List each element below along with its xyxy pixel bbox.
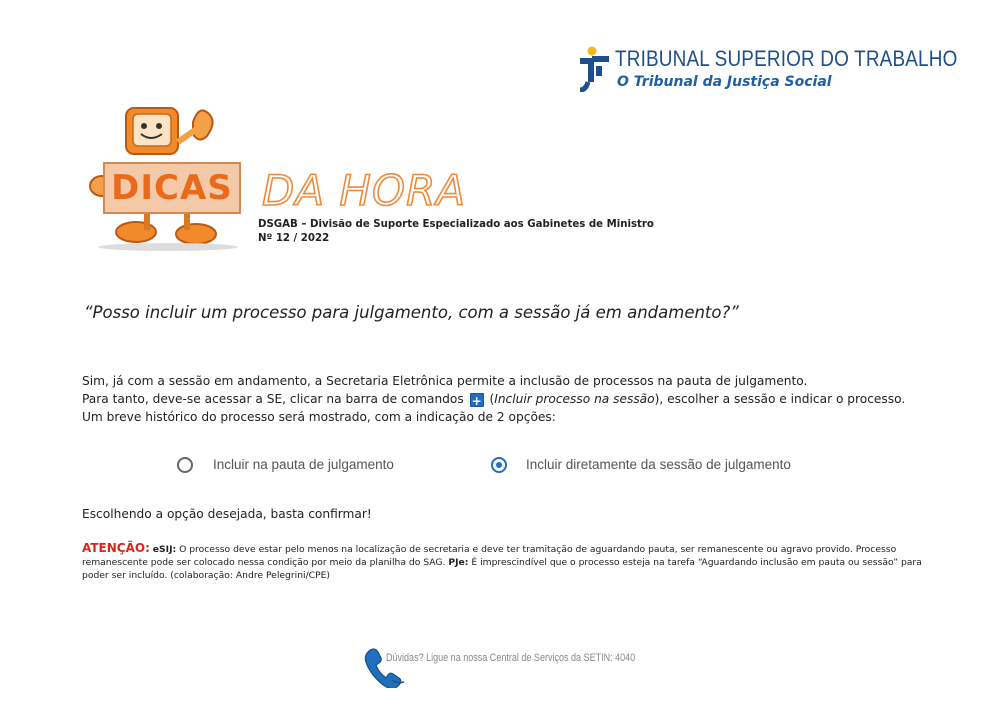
footer-support-text: Dúvidas? Ligue na nossa Central de Serviços da SETIN: 4040 <box>386 652 636 664</box>
pje-label: PJe: <box>448 557 469 568</box>
body-line-1: Sim, já com a sessão em andamento, a Secretaria Eletrônica permite a inclusão de processos na pauta de julgamento. <box>82 374 808 388</box>
body-line-2-post: ), escolher a sessão e indicar o processo. <box>654 392 906 406</box>
question-heading: “Posso incluir um processo para julgamento, com a sessão já em andamento?” <box>84 303 739 322</box>
body-line-2-pre: Para tanto, deve-se acessar a SE, clicar na barra de comandos <box>82 392 464 406</box>
issue-number: Nº 12 / 2022 <box>258 233 330 244</box>
radio-incluir-sessao-label[interactable]: Incluir diretamente da sessão de julgamento <box>526 457 791 472</box>
body-line-2-italic: Incluir processo na sessão <box>494 392 655 406</box>
dicas-sign <box>103 162 241 214</box>
tst-logo-icon <box>578 46 612 92</box>
division-line: DSGAB – Divisão de Suporte Especializado aos Gabinetes de Ministro <box>258 219 654 230</box>
radio-selected-dot <box>496 462 502 468</box>
body-line-3: Um breve histórico do processo será mostrado, com a indicação de 2 opções: <box>82 410 556 424</box>
radio-incluir-pauta-label[interactable]: Incluir na pauta de julgamento <box>213 457 394 472</box>
body-line-2 <box>82 392 905 407</box>
add-process-icon: + <box>471 394 482 408</box>
da-hora-title: DA HORA <box>262 166 466 215</box>
esij-text: O processo deve estar pelo menos na localização de secretaria e deve ter tramitação de aguardando pauta, ser remanescente ou agravo provido. Processo remanescente pode ser colocado nessa condição por meio da planilha do SAG. <box>82 544 897 568</box>
radio-incluir-pauta[interactable] <box>177 457 193 473</box>
dicas-text: DICAS <box>111 168 233 208</box>
tst-subtitle: O Tribunal da Justiça Social <box>617 74 832 90</box>
pje-text: É imprescindível que o processo esteja na tarefa “Aguardando inclusão em pauta ou sessão” para poder ser incluído. (colaboração: Andre Pelegrini/CPE) <box>82 557 922 581</box>
confirm-text: Escolhendo a opção desejada, basta confirmar! <box>82 507 372 521</box>
radio-incluir-sessao[interactable] <box>491 457 507 473</box>
tst-title: TRIBUNAL SUPERIOR DO TRABALHO <box>615 46 958 71</box>
body-line-2-open: ( <box>485 392 495 406</box>
attention-block <box>82 542 922 582</box>
esij-label: eSIJ: <box>152 544 177 555</box>
attention-label: ATENÇÃO: <box>82 541 150 555</box>
